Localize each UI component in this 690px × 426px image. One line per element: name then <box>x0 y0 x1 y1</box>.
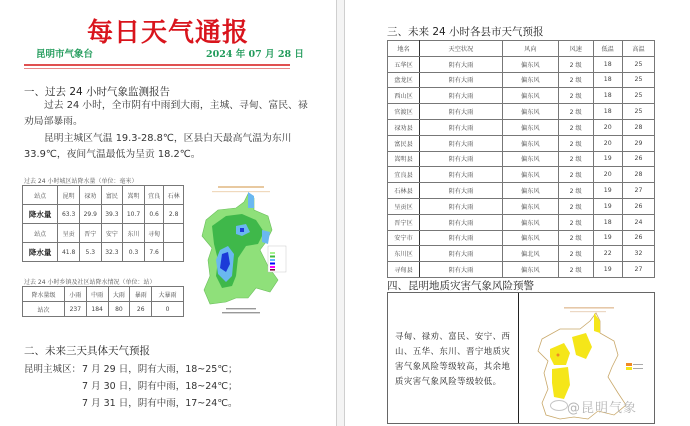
county-forecast-table <box>387 40 655 278</box>
table-cell: 26 <box>622 230 654 246</box>
table-cell: 2 级 <box>558 167 593 183</box>
section1-para2-line2: 33.9℃，夜间气温最低为呈贡 18.2℃。 <box>24 149 201 160</box>
legend-swatch <box>270 269 275 271</box>
table-cell: 26 <box>130 302 152 317</box>
table-cell: 阴有大雨 <box>420 119 503 135</box>
table-cell: 18 <box>593 214 622 230</box>
table-cell: 27 <box>622 262 654 278</box>
forecast-location: 昆明主城区： <box>24 364 82 375</box>
table-cell: 2 级 <box>558 214 593 230</box>
table-cell: 18 <box>593 56 622 72</box>
warning-text-line: 山、五华、东川、晋宁地质灾 <box>395 346 511 356</box>
table-row <box>388 72 655 88</box>
table-cell: 25 <box>622 72 654 88</box>
table-cell: 呈贡区 <box>388 198 420 214</box>
table-row <box>23 302 184 317</box>
table-cell: 28 <box>622 119 654 135</box>
table-cell: 19 <box>593 230 622 246</box>
table-row <box>23 186 184 205</box>
table-row <box>388 230 655 246</box>
table-cell: 阴有大雨 <box>420 151 503 167</box>
table-row <box>388 183 655 199</box>
table-cell: 安宁市 <box>388 230 420 246</box>
table-row <box>388 198 655 214</box>
warning-text-line: 害气象风险等级较高，其余地 <box>395 361 511 371</box>
table-cell: 呈贡 <box>58 224 80 243</box>
table-cell: 7.6 <box>144 243 164 262</box>
table-cell: 2 级 <box>558 104 593 120</box>
table-cell: 2 级 <box>558 151 593 167</box>
section1-para2-line1: 昆明主城区气温 19.3-28.8℃，区县白天最高气温为东川 <box>44 133 292 144</box>
map-title-mark <box>218 186 264 188</box>
table-cell: 东川区 <box>388 246 420 262</box>
table-cell <box>164 224 184 243</box>
legend-swatch <box>626 367 632 370</box>
legend-label-mark <box>633 364 643 365</box>
table-cell: 2 级 <box>558 198 593 214</box>
table-cell: 39.3 <box>101 205 123 224</box>
table-cell: 宜良县 <box>388 167 420 183</box>
table-row <box>388 167 655 183</box>
table-cell: 5.3 <box>79 243 101 262</box>
table-cell: 2 级 <box>558 135 593 151</box>
rainfall-distribution-map <box>196 180 296 318</box>
column-header: 高温 <box>622 41 654 57</box>
table-cell: 19 <box>593 183 622 199</box>
table-cell: 0 <box>152 302 184 317</box>
table-cell: 19 <box>593 151 622 167</box>
table-cell: 西山区 <box>388 88 420 104</box>
table-cell: 降水量 <box>23 205 58 224</box>
table-cell: 偏东风 <box>502 88 558 104</box>
section2-heading: 二、未来三天具体天气预报 <box>24 345 150 357</box>
table-row <box>23 224 184 243</box>
table-cell: 2 级 <box>558 230 593 246</box>
table-cell: 24 <box>622 214 654 230</box>
table-cell: 石林 <box>164 186 184 205</box>
table-cell: 2 级 <box>558 56 593 72</box>
table-cell: 25 <box>622 88 654 104</box>
region-rainstorm-2 <box>240 228 244 232</box>
table-cell: 27 <box>622 183 654 199</box>
table-cell: 偏东风 <box>502 230 558 246</box>
township-table-caption: 过去 24 小时乡镇及社区站降水情况（单位：站） <box>24 279 156 286</box>
table-cell: 偏东风 <box>502 262 558 278</box>
table-cell: 20 <box>593 167 622 183</box>
table-cell: 2 级 <box>558 246 593 262</box>
table-cell: 晋宁 <box>79 224 101 243</box>
table-cell: 22 <box>593 246 622 262</box>
table-cell: 80 <box>108 302 130 317</box>
legend-label-mark <box>633 368 643 369</box>
table-cell: 富民 <box>101 186 123 205</box>
table-cell: 阴有大雨 <box>420 198 503 214</box>
report-title: 每日天气通报 <box>86 18 249 48</box>
table-row <box>23 243 184 262</box>
section1-para1-line1: 过去 24 小时，全市阴有中雨到大雨，主城、寻甸、富民、禄 <box>44 100 308 111</box>
table-cell: 晋宁区 <box>388 214 420 230</box>
table-cell: 石林县 <box>388 183 420 199</box>
map-title-mark <box>564 307 614 309</box>
report-date: 2024 年 07 月 28 日 <box>206 49 304 60</box>
table-cell: 阴有大雨 <box>420 246 503 262</box>
table-row <box>388 56 655 72</box>
table-cell: 偏东风 <box>502 72 558 88</box>
table-header-cell: 暴雨 <box>130 287 152 302</box>
table-cell: 20 <box>593 135 622 151</box>
table-cell: 26 <box>622 198 654 214</box>
table-header-cell: 降水量级 <box>23 287 65 302</box>
table-cell: 盘龙区 <box>388 72 420 88</box>
table-cell: 28 <box>622 167 654 183</box>
section3-heading: 三、未来 24 小时各县市天气预报 <box>387 26 544 38</box>
table-cell: 19 <box>593 262 622 278</box>
map-subtitle-mark <box>212 191 270 192</box>
table-cell: 25 <box>622 56 654 72</box>
table-cell: 阴有大雨 <box>420 167 503 183</box>
legend-swatch <box>270 256 275 258</box>
table-cell: 阴有大雨 <box>420 230 503 246</box>
table-cell: 偏东风 <box>502 167 558 183</box>
region-heavy-rain-4 <box>262 230 270 244</box>
warning-text-line: 质灾害气象风险等级较低。 <box>395 376 502 386</box>
page-gutter <box>336 0 345 426</box>
legend-swatch <box>626 363 632 366</box>
region-higher-risk-spot <box>557 354 560 357</box>
geohazard-warning-text <box>388 293 519 423</box>
table-cell: 宜良 <box>144 186 164 205</box>
table-row <box>388 135 655 151</box>
table-cell: 阴有大雨 <box>420 88 503 104</box>
weibo-logo-icon <box>550 400 568 411</box>
column-header: 风速 <box>558 41 593 57</box>
table-cell: 阴有大雨 <box>420 104 503 120</box>
township-rainfall-table <box>22 286 184 317</box>
table-cell: 偏东风 <box>502 119 558 135</box>
issuer: 昆明市气象台 <box>36 49 94 60</box>
table-cell: 五华区 <box>388 56 420 72</box>
table-cell: 18 <box>593 72 622 88</box>
table-cell: 阴有大雨 <box>420 72 503 88</box>
forecast-day-2: 7 月 30 日，阴有中雨，18~24℃； <box>82 381 238 392</box>
forecast-day-1: 7 月 29 日，阴有大雨，18~25℃； <box>82 364 238 375</box>
table-cell: 偏东风 <box>502 56 558 72</box>
table-cell: 阴有大雨 <box>420 135 503 151</box>
table-row <box>388 214 655 230</box>
column-header: 低温 <box>593 41 622 57</box>
section1-para1-line2: 劝局部暴雨。 <box>24 116 83 127</box>
report-page-1 <box>0 0 336 426</box>
table-cell: 站次 <box>23 302 65 317</box>
table-cell: 41.8 <box>58 243 80 262</box>
table-cell: 站点 <box>23 186 58 205</box>
table-cell: 0.6 <box>144 205 164 224</box>
table-row <box>388 119 655 135</box>
map-footer-mark <box>222 312 260 313</box>
table-cell: 32.3 <box>101 243 123 262</box>
table-row <box>388 262 655 278</box>
table-cell: 阴有大雨 <box>420 183 503 199</box>
table-cell: 26 <box>622 151 654 167</box>
table-header-cell: 大雨 <box>108 287 130 302</box>
table-cell: 20 <box>593 119 622 135</box>
table-row <box>388 246 655 262</box>
table-cell: 寻甸县 <box>388 262 420 278</box>
table-cell: 禄劝县 <box>388 119 420 135</box>
legend-swatch <box>270 252 275 254</box>
table-cell: 0.3 <box>123 243 145 262</box>
table-cell: 2 级 <box>558 119 593 135</box>
table-row <box>388 88 655 104</box>
table-cell: 18 <box>593 88 622 104</box>
table-cell: 阴有大雨 <box>420 56 503 72</box>
region-heavy-rain-3 <box>248 192 254 208</box>
table-cell: 18 <box>593 104 622 120</box>
table-cell: 偏东风 <box>502 214 558 230</box>
table-cell: 站点 <box>23 224 58 243</box>
table-cell: 2 级 <box>558 262 593 278</box>
column-header: 地名 <box>388 41 420 57</box>
map-footer-mark <box>226 308 256 309</box>
table-cell: 安宁 <box>101 224 123 243</box>
table-cell: 东川 <box>123 224 145 243</box>
table-cell: 10.7 <box>123 205 145 224</box>
map-subtitle-mark <box>570 311 606 312</box>
table-row <box>23 287 184 302</box>
table-cell <box>164 243 184 262</box>
table-cell: 嵩明县 <box>388 151 420 167</box>
legend-swatch <box>270 266 275 268</box>
table-cell: 25 <box>622 104 654 120</box>
table-cell: 禄劝 <box>79 186 101 205</box>
table-cell: 阴有大雨 <box>420 262 503 278</box>
table-cell: 2 级 <box>558 72 593 88</box>
table-cell: 29.9 <box>79 205 101 224</box>
table-row <box>388 104 655 120</box>
section4-heading: 四、昆明地质灾害气象风险预警 <box>387 280 534 292</box>
table-cell: 2.8 <box>164 205 184 224</box>
table-cell: 嵩明 <box>123 186 145 205</box>
rain-table-caption: 过去 24 小时城区站降水量（单位：毫米） <box>24 178 138 185</box>
legend-swatch <box>270 263 275 265</box>
table-cell: 偏北风 <box>502 246 558 262</box>
table-cell: 偏东风 <box>502 104 558 120</box>
section1-heading: 一、过去 24 小时气象监测报告 <box>24 86 171 98</box>
table-header-cell: 中雨 <box>86 287 108 302</box>
table-cell: 偏东风 <box>502 198 558 214</box>
table-cell: 偏东风 <box>502 151 558 167</box>
watermark: @昆明气象 <box>567 401 638 416</box>
table-header-cell: 小雨 <box>64 287 86 302</box>
table-cell: 19 <box>593 198 622 214</box>
table-header-cell: 大暴雨 <box>152 287 184 302</box>
table-cell: 昆明 <box>58 186 80 205</box>
table-cell: 32 <box>622 246 654 262</box>
column-header: 天空状况 <box>420 41 503 57</box>
column-header: 风向 <box>502 41 558 57</box>
table-cell: 降水量 <box>23 243 58 262</box>
table-cell: 富民县 <box>388 135 420 151</box>
legend-swatch <box>270 259 275 261</box>
table-cell: 官渡区 <box>388 104 420 120</box>
table-cell: 29 <box>622 135 654 151</box>
header-rule <box>24 64 290 66</box>
header-rule-thin <box>24 68 290 69</box>
table-cell: 阴有大雨 <box>420 214 503 230</box>
table-cell: 184 <box>86 302 108 317</box>
table-header-row <box>388 41 655 57</box>
table-cell: 偏东风 <box>502 183 558 199</box>
table-cell: 2 级 <box>558 183 593 199</box>
warning-text-line: 寻甸、禄劝、富民、安宁、西 <box>395 331 511 341</box>
table-cell: 寻甸 <box>144 224 164 243</box>
forecast-day-3: 7 月 31 日，阴有中雨，17~24℃。 <box>82 398 238 409</box>
table-cell: 63.3 <box>58 205 80 224</box>
table-cell: 237 <box>64 302 86 317</box>
table-cell: 偏东风 <box>502 135 558 151</box>
report-page-2 <box>345 0 690 426</box>
table-cell: 2 级 <box>558 88 593 104</box>
table-row <box>23 205 184 224</box>
table-row <box>388 151 655 167</box>
station-rainfall-table <box>22 185 184 262</box>
